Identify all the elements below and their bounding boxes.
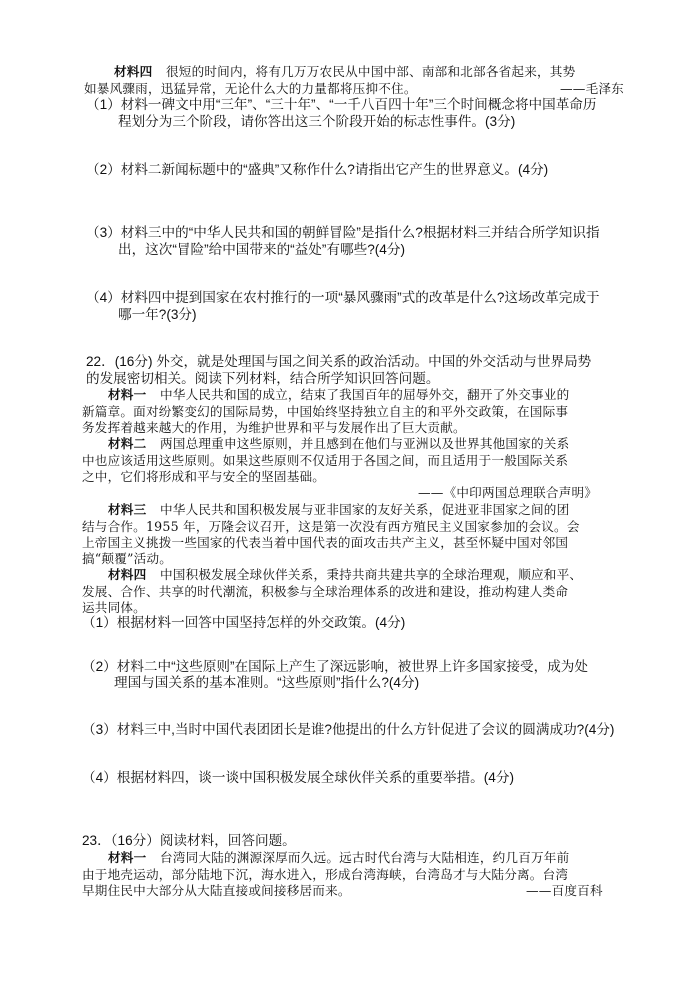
q21-4-line-1: （4）材料四中提到国家在农村推行的一项“暴风骤雨”式的改革是什么?这场改革完成于	[86, 290, 600, 305]
material-4-line-2: 如暴风骤雨，迅猛异常，无论什么大的力量都将压抑不住。	[84, 81, 417, 96]
q22-material-3-line-3: 上帝国主义挑拨一些国家的代表当着中国代表的面攻击共产主义，甚至怀疑中国对邻国	[82, 535, 569, 550]
q22-material-3-line-2: 结与合作。1955 年，万隆会议召开，这是第一次没有西方殖民主义国家参加的会议。会	[82, 519, 580, 534]
q22-material-1-line-1: 中华人民共和国的成立，结束了我国百年的屈辱外交，翻开了外交事业的	[160, 387, 570, 402]
q22-material-2-line-3: 之中，它们将形成和平与安全的坚固基础。	[82, 469, 326, 484]
q21-3-line-2: 出，这次“冒险”给中国带来的“益处”有哪些?(4分)	[118, 242, 405, 257]
q21-4-line-2: 哪一年?(3分)	[118, 307, 197, 322]
q22-material-1-line-2: 新篇章。面对纷繁变幻的国际局势，中国始终坚持独立自主的和平外交政策，在国际事	[82, 404, 569, 419]
q22-2-line-2: 理国与国关系的基本准则。“这些原则”指什么?(4分)	[114, 675, 420, 690]
q21-1-line-1: （1）材料一碑文中用“三年”、“三十年”、“一千八百四十年”三个时间概念将中国革命历	[86, 97, 597, 112]
q23-material-1-line-3: 早期住民中大部分从大陆直接或间接移居而来。	[82, 883, 351, 898]
material-4-label: 材料四	[114, 64, 153, 79]
q22-material-3-line-1: 中华人民共和国积极发展与亚非国家的友好关系，促进亚非国家之间的团	[160, 502, 570, 517]
q22-header-line-2: 的发展密切相关。阅读下列材料，结合所学知识回答问题。	[86, 371, 440, 386]
q22-2-line-1: （2）材料二中“这些原则”在国际上产生了深远影响，被世界上许多国家接受，成为处	[82, 659, 588, 674]
q22-material-2-source: ——《中印两国总理联合声明》	[418, 485, 598, 500]
q22-material-4-line-3: 运共同体。	[82, 600, 146, 615]
q22-material-3-label: 材料三	[108, 502, 147, 517]
q22-material-4-line-2: 发展、合作、共享的时代潮流，积极参与全球治理体系的改进和建设，推动构建人类命	[82, 584, 569, 599]
q22-header-line-1: 22．(16分) 外交，就是处理国与国之间关系的政治活动。中国的外交活动与世界局势	[86, 354, 592, 369]
q23-header: 23．（16分）阅读材料，回答问题。	[82, 833, 296, 848]
q22-material-2-line-1: 两国总理重申这些原则，并且感到在他们与亚洲以及世界其他国家的关系	[160, 436, 570, 451]
q22-material-4-line-1: 中国积极发展全球伙伴关系，秉持共商共建共享的全球治理观，顺应和平、	[160, 567, 583, 582]
q22-material-2-line-2: 中也应该适用这些原则。如果这些原则不仅适用于各国之间，而且适用于一般国际关系	[82, 453, 569, 468]
q22-4: （4）根据材料四，谈一谈中国积极发展全球伙伴关系的重要举措。(4分)	[82, 770, 514, 785]
q22-material-1-line-3: 务发挥着越来越大的作用，为维护世界和平与发展作出了巨大贡献。	[82, 420, 466, 435]
material-4-source: ——毛泽东	[560, 81, 624, 96]
q23-material-1-line-2: 由于地壳运动，部分陆地下沉，海水进入，形成台湾海峡，台湾岛才与大陆分离。台湾	[82, 867, 569, 882]
q21-1-line-2: 程划分为三个阶段，请你答出这三个阶段开始的标志性事件。(3分)	[118, 114, 516, 129]
q21-3-line-1: （3）材料三中的“中华人民共和国的朝鲜冒险”是指什么?根据材料三并结合所学知识指	[86, 225, 600, 240]
q22-material-2-label: 材料二	[108, 436, 147, 451]
q22-material-1-label: 材料一	[108, 387, 147, 402]
q22-material-3-line-4: 搞“颠覆”活动。	[82, 551, 173, 566]
q23-material-1-label: 材料一	[108, 850, 147, 865]
q23-material-1-source: ——百度百科	[526, 883, 603, 898]
q22-material-4-label: 材料四	[108, 567, 147, 582]
q22-1: （1）根据材料一回答中国坚持怎样的外交政策。(4分)	[82, 615, 406, 630]
q21-2: （2）材料二新闻标题中的“盛典”又称作什么?请指出它产生的世界意义。(4分)	[86, 162, 549, 177]
q22-3: （3）材料三中,当时中国代表团团长是谁?他提出的什么方针促进了会议的圆满成功?(4分)	[82, 722, 615, 737]
material-4-line-1: 很短的时间内，将有几万万农民从中国中部、南部和北部各省起来，其势	[166, 64, 576, 79]
q23-material-1-line-1: 台湾同大陆的渊源深厚而久远。远古时代台湾与大陆相连，约几百万年前	[160, 850, 570, 865]
